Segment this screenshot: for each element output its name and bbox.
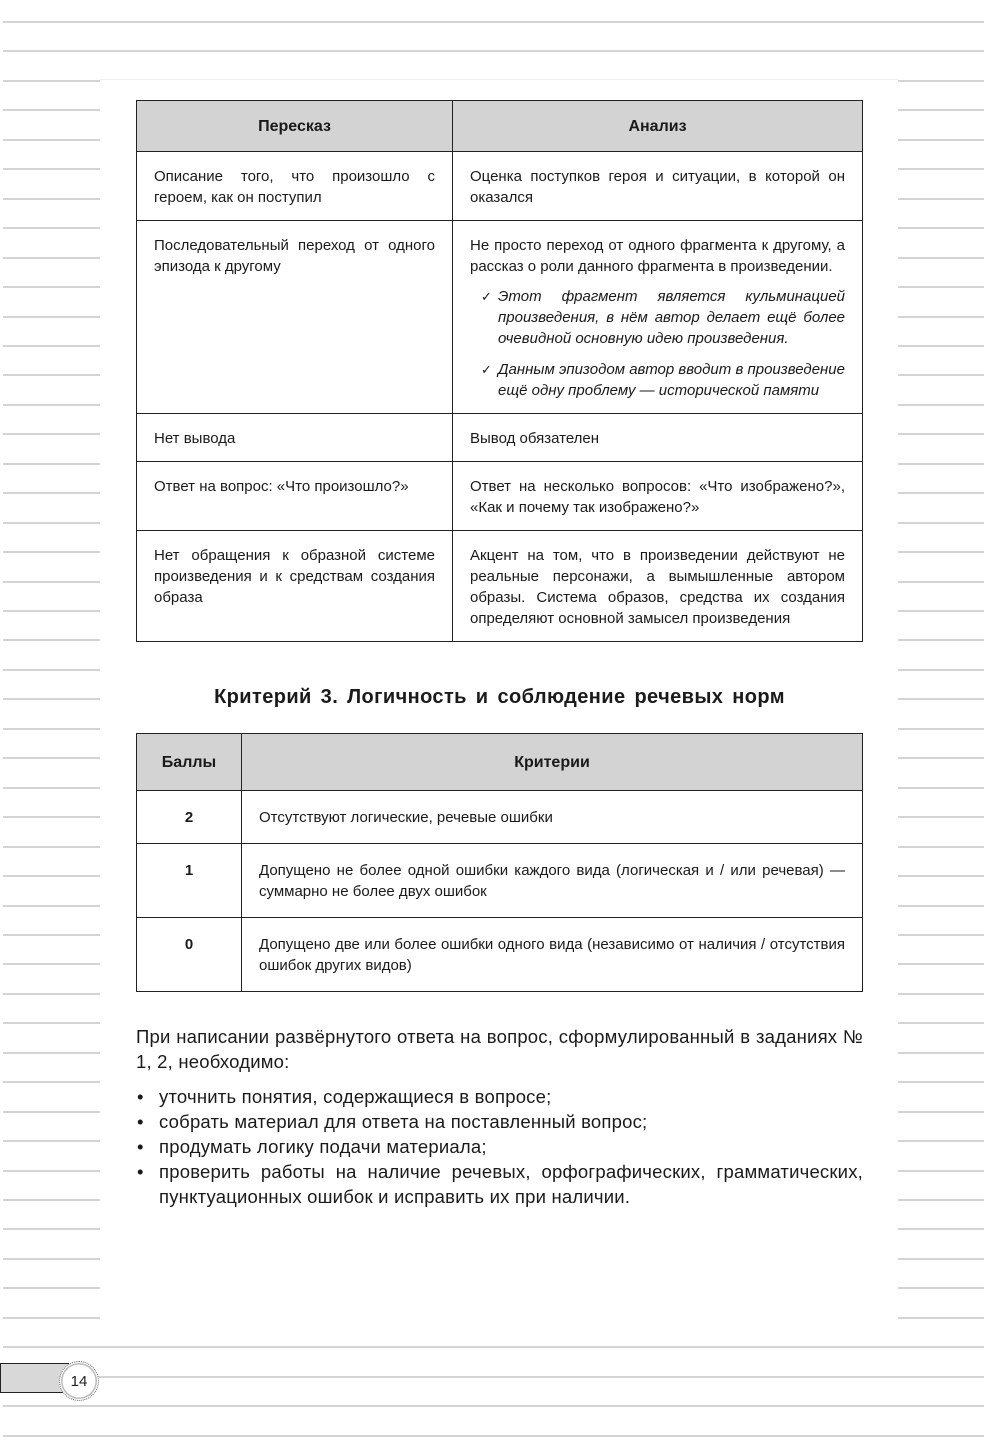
table-header-row <box>137 101 863 152</box>
instructions-list <box>136 1084 863 1209</box>
ruled-line <box>3 433 100 435</box>
ruled-line <box>898 168 984 170</box>
list-item-text: проверить работы на наличие речевых, орфографических, грамматических, пунктуационных ошибок и исправить их при наличии. <box>159 1161 863 1207</box>
retelling-cell <box>137 531 453 642</box>
ruled-line <box>3 934 100 936</box>
cell-text: Нет обращения к образной системе произведения и к средствам создания образа <box>154 547 435 606</box>
ruled-line <box>898 404 984 406</box>
criterion-heading: Критерий 3. Логичность и соблюдение речевых норм <box>214 686 785 708</box>
ruled-line <box>898 198 984 200</box>
ruled-line <box>3 551 100 553</box>
list-item-text: продумать логику подачи материала; <box>159 1136 487 1157</box>
criteria-cell: Допущено не более одной ошибки каждого вида (логическая и / или речевая) — суммарно не более двух ошибок <box>242 844 863 918</box>
list-item-text: собрать материал для ответа на поставленный вопрос; <box>159 1111 648 1132</box>
list-item <box>136 1134 863 1159</box>
ruled-line <box>3 345 100 347</box>
score-cell: 0 <box>137 918 242 992</box>
list-item-text: уточнить понятия, содержащиеся в вопросе; <box>159 1086 552 1107</box>
checkmark-icon: ✓ <box>481 362 492 377</box>
page-content <box>136 100 863 1209</box>
ruled-line <box>3 669 100 671</box>
column-header-criteria: Критерии <box>242 734 863 791</box>
instructions-intro: При написании развёрнутого ответа на вопрос, сформулированный в заданиях № 1, 2, необходимо: <box>136 1026 863 1072</box>
cell-text: Ответ на несколько вопросов: «Что изображено?», «Как и почему так изображено?» <box>470 478 845 516</box>
ruled-line <box>898 1022 984 1024</box>
retelling-cell <box>137 462 453 531</box>
cell-text: Оценка поступков героя и ситуации, в которой он оказался <box>470 168 845 206</box>
ruled-line <box>3 1287 100 1289</box>
analysis-cell <box>453 414 863 462</box>
retelling-cell <box>137 221 453 414</box>
ruled-line <box>3 139 100 141</box>
ruled-line <box>898 139 984 141</box>
criteria-cell: Допущено две или более ошибки одного вида (независимо от наличия / отсутствия ошибок других видов) <box>242 918 863 992</box>
ruled-line <box>3 522 100 524</box>
table-row <box>137 462 863 531</box>
ruled-line <box>3 1022 100 1024</box>
ruled-line <box>3 50 984 52</box>
page-number: 14 <box>59 1361 99 1401</box>
column-header-score: Баллы <box>137 734 242 791</box>
ruled-line <box>898 1228 984 1230</box>
example-item <box>481 359 845 401</box>
ruled-line <box>3 1199 100 1201</box>
ruled-line <box>898 551 984 553</box>
retelling-cell <box>137 414 453 462</box>
ruled-line <box>898 1287 984 1289</box>
ruled-line <box>3 286 100 288</box>
ruled-line <box>898 581 984 583</box>
ruled-line <box>3 728 100 730</box>
ruled-line <box>898 1111 984 1113</box>
ruled-line <box>898 934 984 936</box>
ruled-line <box>3 963 100 965</box>
retelling-vs-analysis-table <box>136 100 863 642</box>
bullet-icon: • <box>137 1136 144 1157</box>
ruled-line <box>898 787 984 789</box>
ruled-line <box>898 80 984 82</box>
ruled-line <box>898 610 984 612</box>
ruled-line <box>898 1317 984 1319</box>
ruled-line <box>3 1435 984 1437</box>
cell-text: Описание того, что произошло с героем, как он поступил <box>154 168 435 206</box>
table-header-row <box>137 734 863 791</box>
ruled-line <box>898 1170 984 1172</box>
table-row <box>137 414 863 462</box>
ruled-line <box>898 433 984 435</box>
analysis-cell <box>453 531 863 642</box>
ruled-line <box>898 875 984 877</box>
ruled-line <box>898 316 984 318</box>
ruled-line <box>3 639 100 641</box>
ruled-line <box>898 522 984 524</box>
ruled-line <box>898 227 984 229</box>
ruled-line <box>3 1170 100 1172</box>
analysis-cell <box>453 462 863 531</box>
ruled-line <box>898 1258 984 1260</box>
bullet-icon: • <box>137 1111 144 1132</box>
ruled-line <box>898 669 984 671</box>
retelling-cell <box>137 152 453 221</box>
ruled-line <box>3 905 100 907</box>
ruled-line <box>3 846 100 848</box>
score-cell: 2 <box>137 791 242 844</box>
ruled-line <box>3 581 100 583</box>
cell-text: Нет вывода <box>154 430 236 447</box>
ruled-line <box>3 875 100 877</box>
list-item <box>136 1159 863 1209</box>
ruled-line <box>3 1258 100 1260</box>
ruled-line <box>898 1199 984 1201</box>
ruled-line <box>898 1052 984 1054</box>
ruled-line <box>898 963 984 965</box>
bullet-icon: • <box>137 1161 144 1182</box>
score-cell: 1 <box>137 844 242 918</box>
ruled-line <box>898 639 984 641</box>
ruled-line <box>3 1228 100 1230</box>
ruled-line <box>3 198 100 200</box>
ruled-line <box>898 374 984 376</box>
ruled-line <box>3 787 100 789</box>
example-text: Этот фрагмент является кульминацией произведения, в нём автор делает ещё более очевидной основную идею произведения. <box>498 288 845 347</box>
list-item <box>136 1084 863 1109</box>
column-header-retelling: Пересказ <box>137 101 453 152</box>
ruled-line <box>898 993 984 995</box>
ruled-line <box>898 109 984 111</box>
ruled-line <box>3 404 100 406</box>
ruled-line <box>898 698 984 700</box>
cell-text: Последовательный переход от одного эпизода к другому <box>154 237 435 275</box>
analysis-cell <box>453 152 863 221</box>
ruled-line <box>3 610 100 612</box>
ruled-line <box>898 286 984 288</box>
criteria-cell: Отсутствуют логические, речевые ошибки <box>242 791 863 844</box>
ruled-line <box>3 1405 984 1407</box>
ruled-line <box>898 463 984 465</box>
ruled-line <box>3 1140 100 1142</box>
ruled-line <box>898 846 984 848</box>
analysis-cell <box>453 221 863 414</box>
ruled-line <box>898 1081 984 1083</box>
ruled-line <box>3 374 100 376</box>
ruled-line <box>3 1052 100 1054</box>
table-row <box>137 152 863 221</box>
table-row <box>137 221 863 414</box>
table-row <box>137 791 863 844</box>
ruled-line <box>3 1317 100 1319</box>
ruled-line <box>898 728 984 730</box>
ruled-line <box>898 1140 984 1142</box>
example-item <box>481 286 845 349</box>
ruled-line <box>3 316 100 318</box>
ruled-line <box>898 345 984 347</box>
ruled-line <box>3 257 100 259</box>
ruled-line <box>898 257 984 259</box>
ruled-line <box>898 905 984 907</box>
ruled-line <box>3 463 100 465</box>
cell-text: Не просто переход от одного фрагмента к другому, а рассказ о роли данного фрагмента в произведении. <box>470 237 845 275</box>
bullet-icon: • <box>137 1086 144 1107</box>
list-item <box>136 1109 863 1134</box>
cell-text: Акцент на том, что в произведении действуют не реальные персонажи, а вымышленные автором образы. Система образов, средства их создания определяют основной замысел произведения <box>470 547 845 627</box>
table-row <box>137 844 863 918</box>
ruled-line <box>898 492 984 494</box>
ruled-line <box>3 816 100 818</box>
column-header-analysis: Анализ <box>453 101 863 152</box>
ruled-line <box>3 1346 984 1348</box>
ruled-line <box>3 698 100 700</box>
ruled-line <box>3 757 100 759</box>
ruled-line <box>3 168 100 170</box>
checkmark-icon: ✓ <box>481 289 492 304</box>
ruled-line <box>3 21 984 23</box>
table-row <box>137 531 863 642</box>
cell-text: Вывод обязателен <box>470 430 600 447</box>
cell-text: Ответ на вопрос: «Что произошло?» <box>154 478 409 495</box>
ruled-line <box>3 1111 100 1113</box>
ruled-line <box>3 80 100 82</box>
ruled-line <box>3 1376 984 1378</box>
ruled-line <box>3 109 100 111</box>
table-row <box>137 918 863 992</box>
ruled-line <box>898 816 984 818</box>
ruled-line <box>3 492 100 494</box>
ruled-line <box>898 757 984 759</box>
ruled-line <box>3 227 100 229</box>
ruled-line <box>3 1081 100 1083</box>
example-text: Данным эпизодом автор вводит в произведение ещё одну проблему — исторической памяти <box>498 361 845 399</box>
ruled-line <box>3 993 100 995</box>
page-footer <box>0 1361 100 1397</box>
criteria-table <box>136 733 863 992</box>
example-list <box>481 286 845 401</box>
